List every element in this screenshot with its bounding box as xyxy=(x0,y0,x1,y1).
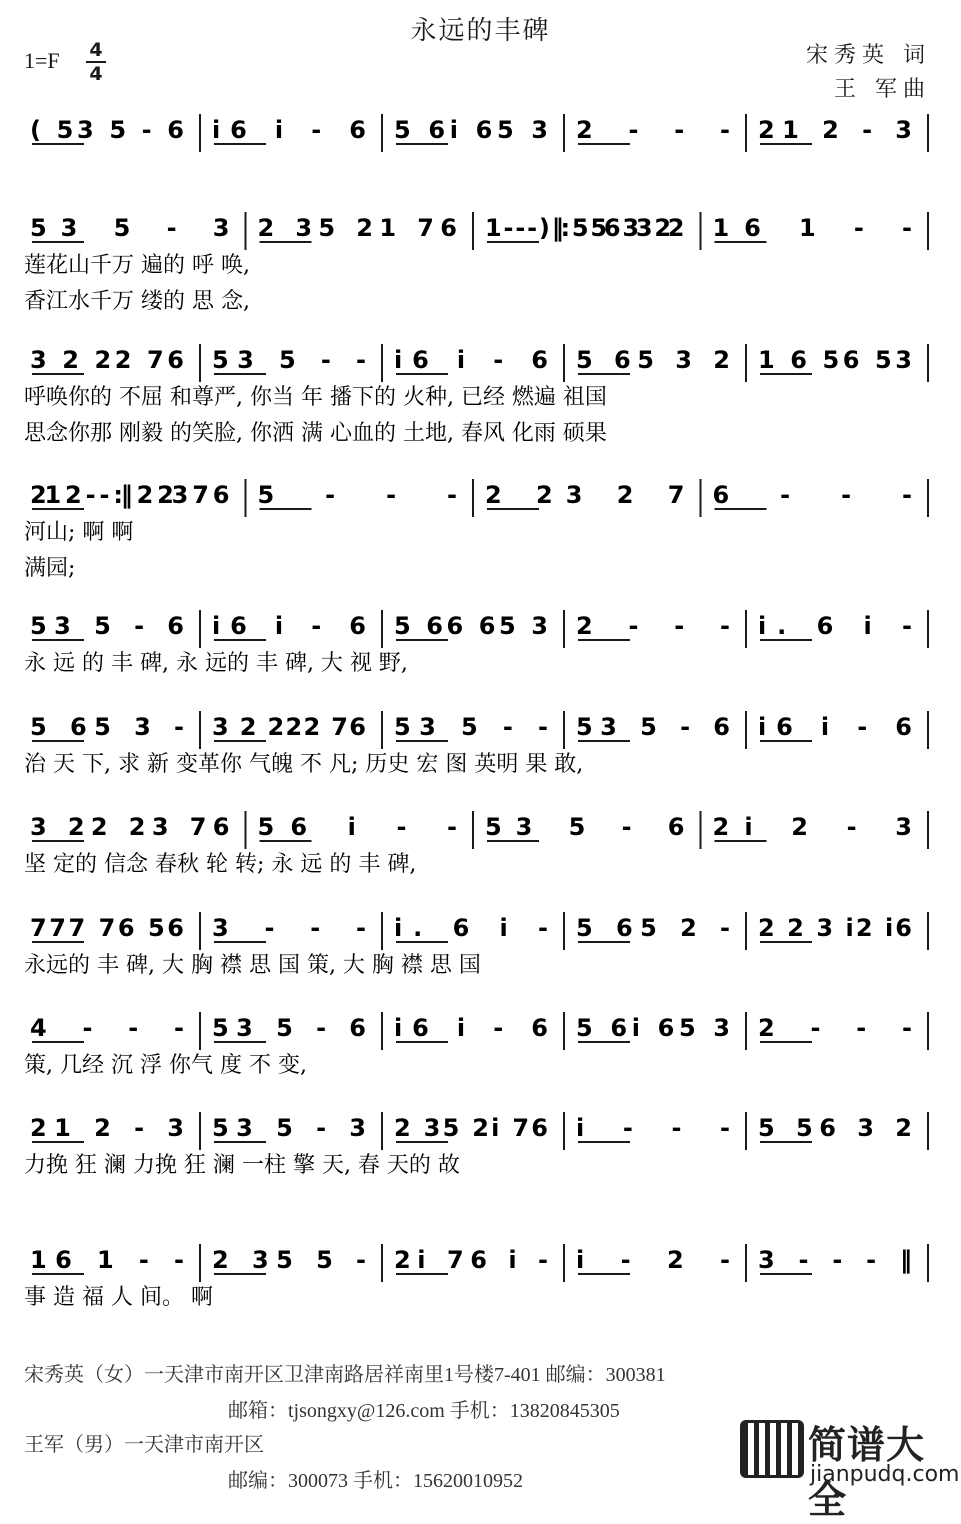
measure-notes: i. 6 i - xyxy=(394,914,548,942)
lyric-line: 香江水千万 缕的 思 念, xyxy=(24,289,250,314)
key-signature: 1=F xyxy=(24,48,60,73)
measure-notes: 2 - - - xyxy=(576,116,730,144)
lyric-line: 呼唤你的 不屈 和尊严, 你当 年 播下的 火种, 已经 燃遍 祖国 xyxy=(24,385,607,410)
watermark-logo xyxy=(740,1412,960,1522)
footer-address-1: 宋秀英（女）一天津市南开区卫津南路居祥南里1号楼7-401 邮编：300381 xyxy=(24,1364,666,1386)
measure-notes: 16 1 - - xyxy=(30,1246,184,1274)
measure-notes: 2 35 5 - xyxy=(212,1246,366,1274)
measure-notes: ( 53 5 - 6 xyxy=(30,116,184,144)
piano-keys-icon xyxy=(740,1420,804,1478)
measure-notes: 56 i - - xyxy=(257,813,457,841)
measure-notes: i. 6 i - xyxy=(758,612,912,640)
measure-notes: 21 2 - 3 xyxy=(758,116,912,144)
measure-notes: i6 i - 6 xyxy=(212,116,366,144)
lyric-line: 策, 几经 沉 浮 你气 度 不 变, xyxy=(24,1053,307,1078)
lyric-line: 治 天 下, 求 新 变革你 气魄 不 凡; 历史 宏 图 英明 果 敢, xyxy=(24,752,584,777)
measure-notes: 1 6 56 53 xyxy=(758,346,912,374)
lyric-line: 坚 定的 信念 春秋 轮 转; 永 远 的 丰 碑, xyxy=(24,852,417,877)
measure-notes: i6 i - 6 xyxy=(758,713,912,741)
lyric-line: 莲花山千万 遍的 呼 唤, xyxy=(24,253,250,278)
measure-notes: 53 5 - - xyxy=(212,346,366,374)
measure-notes: 5 6i 65 3 xyxy=(394,116,548,144)
measure-notes: 777 76 56 xyxy=(30,914,184,942)
measure-notes: 53 5 - 6 xyxy=(212,1014,366,1042)
measure-notes: 5 56 3 2 xyxy=(758,1114,912,1142)
meter-bottom: 4 xyxy=(89,63,103,85)
measure-notes: i - 2 - xyxy=(576,1246,730,1274)
measure-notes: 4 - - - xyxy=(30,1014,184,1042)
lyric-line: 事 造 福 人 间。 啊 xyxy=(24,1285,213,1310)
watermark-name: 简谱大全 xyxy=(808,1423,926,1522)
measure-notes: 2i 76 i - xyxy=(394,1246,548,1274)
measure-notes: 16 1 - - xyxy=(712,214,912,242)
measure-notes: 53 5 - 6 xyxy=(576,713,730,741)
lyric-line: 永 远 的 丰 碑, 永 远的 丰 碑, 大 视 野, xyxy=(24,651,408,676)
measure-notes: 2 2 3 i2 i6 xyxy=(758,914,912,942)
measure-notes: 3 - - - xyxy=(212,914,366,942)
measure-notes: 6 - - - xyxy=(712,481,912,509)
footer-contact-1: 邮箱：tjsongxy@126.com 手机：13820845305 xyxy=(228,1400,620,1422)
lyric-line: 满园; xyxy=(24,556,76,581)
measure-notes: 53 5 - - xyxy=(394,713,548,741)
measure-notes: 5 - - - xyxy=(257,481,457,509)
measure-notes: 5 66 65 3 xyxy=(394,612,548,640)
measure-notes: 53 5 - 6 xyxy=(485,813,685,841)
measure-notes: 53 5 - 3 xyxy=(212,1114,366,1142)
lyric-line: 永远的 丰 碑, 大 胸 襟 思 国 策, 大 胸 襟 思 国 xyxy=(24,953,481,978)
measure-notes: 3 2 22 76 xyxy=(30,346,184,374)
lyric-line: 思念你那 刚毅 的笑脸, 你洒 满 心血的 土地, 春风 化雨 硕果 xyxy=(24,421,607,446)
meter-top: 4 xyxy=(89,39,103,61)
measure-notes: 1 - - - ) ‖: 5 56 33 22 xyxy=(485,214,685,242)
footer-contact-2: 邮编：300073 手机：15620010952 xyxy=(228,1470,523,1492)
measure-notes: 2 - - - xyxy=(758,1014,912,1042)
measure-notes: 53 5 - 6 xyxy=(30,612,184,640)
measure-notes: 53 5 - 3 xyxy=(30,214,230,242)
measure-notes: 5 65 3 2 xyxy=(576,346,730,374)
measure-notes: 3 2 222 76 xyxy=(212,713,366,741)
measure-notes: 5 65 3 - xyxy=(30,713,184,741)
measure-notes: 5 65 2 - xyxy=(576,914,730,942)
measure-notes: 3 - - - ‖ xyxy=(758,1246,912,1274)
measure-notes: 2 35 21 76 xyxy=(257,214,457,242)
lyricist-credit: 宋秀英 词 xyxy=(806,43,931,68)
measure-notes: i - - - xyxy=(576,1114,730,1142)
lyric-line: 河山; 啊 啊 xyxy=(24,520,134,545)
measure-notes: 21 2 - 3 xyxy=(30,1114,184,1142)
measure-notes: i6 i - 6 xyxy=(212,612,366,640)
measure-notes: 2 - - - xyxy=(576,612,730,640)
footer-address-2: 王军（男）一天津市南开区 xyxy=(24,1434,264,1456)
measure-notes: 3 22 23 76 xyxy=(30,813,230,841)
song-title: 永远的丰碑 xyxy=(410,16,551,46)
measure-notes: 21 2 - - :‖ 2 23 7 6 xyxy=(30,481,230,509)
measure-notes: 2 35 2i 76 xyxy=(394,1114,548,1142)
measure-notes: 5 6i 65 3 xyxy=(576,1014,730,1042)
measure-notes: i6 i - 6 xyxy=(394,1014,548,1042)
lyric-line: 力挽 狂 澜 力挽 狂 澜 一柱 擎 天, 春 天的 故 xyxy=(24,1153,460,1178)
watermark-url: jianpudq.com xyxy=(810,1462,960,1487)
composer-credit: 王 军曲 xyxy=(834,77,931,102)
measure-notes: 2i 2 - 3 xyxy=(712,813,912,841)
measure-notes: 2 23 2 7 xyxy=(485,481,685,509)
measure-notes: i6 i - 6 xyxy=(394,346,548,374)
